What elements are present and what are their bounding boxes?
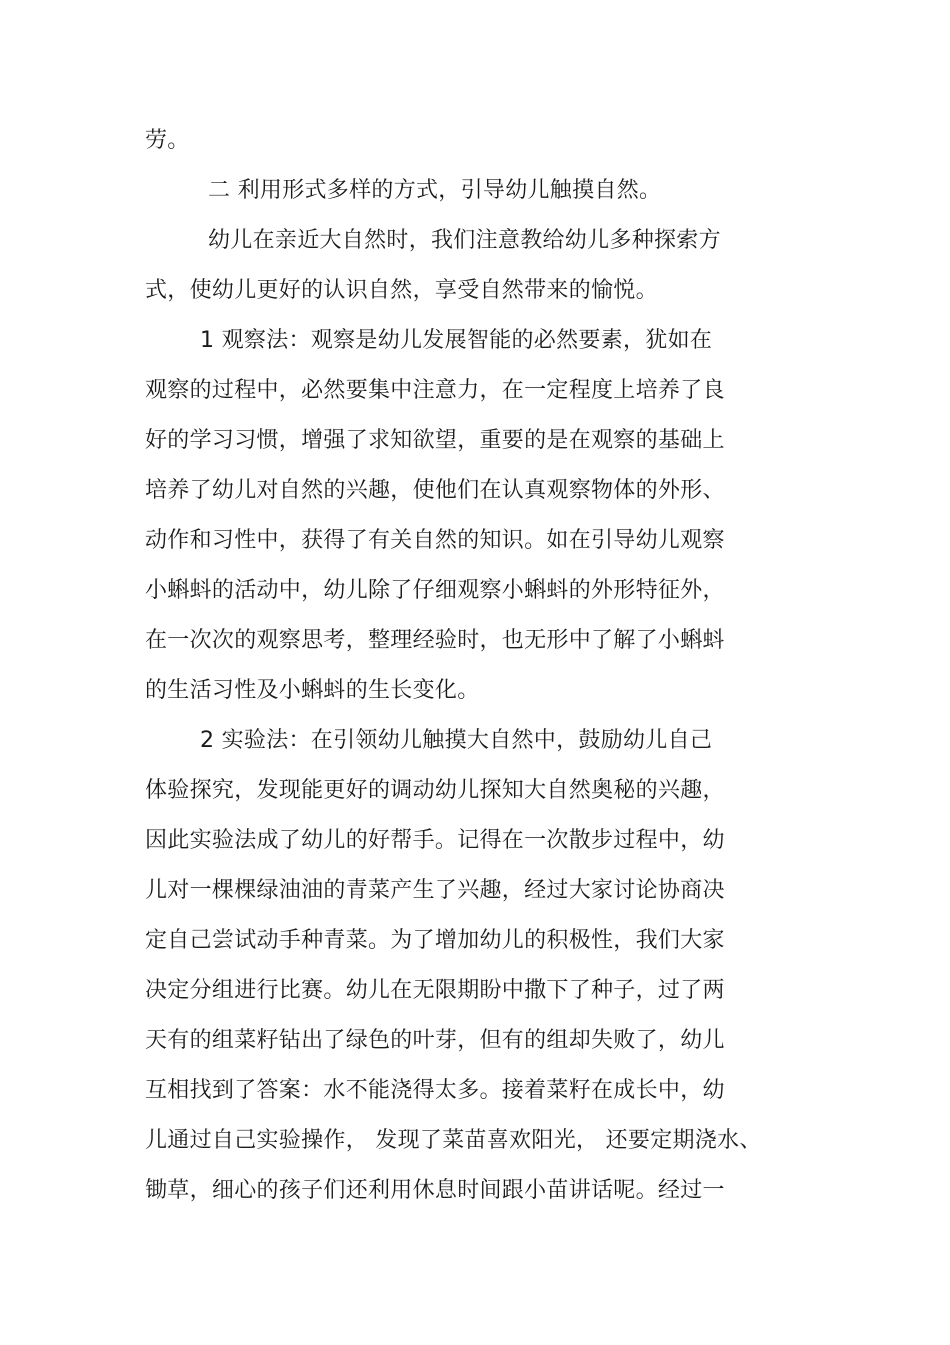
text-line: 因此实验法成了幼儿的好帮手。记得在一次散步过程中，幼: [145, 828, 725, 853]
text-line: 锄草，细心的孩子们还利用休息时间跟小苗讲话呢。经过一: [145, 1178, 725, 1203]
text-line: 决定分组进行比赛。幼儿在无限期盼中撒下了种子，过了两: [145, 978, 725, 1003]
text-line: 幼儿在亲近大自然时，我们注意教给幼儿多种探索方: [208, 228, 721, 253]
text-line: 儿对一棵棵绿油油的青菜产生了兴趣，经过大家讨论协商决: [145, 878, 725, 903]
text-line: 儿通过自己实验操作， 发现了菜苗喜欢阳光， 还要定期浇水、: [145, 1128, 762, 1153]
text-line: 动作和习性中，获得了有关自然的知识。如在引导幼儿观察: [145, 528, 725, 553]
text-line: 定自己尝试动手种青菜。为了增加幼儿的积极性，我们大家: [145, 928, 725, 953]
text-line: 好的学习习惯，增强了求知欲望，重要的是在观察的基础上: [145, 428, 725, 453]
text-line: 体验探究，发现能更好的调动幼儿探知大自然奥秘的兴趣，: [145, 778, 725, 803]
text-line: 劳。: [145, 128, 190, 153]
text-line: 1 观察法：观察是幼儿发展智能的必然要素，犹如在: [200, 328, 713, 353]
text-line: 互相找到了答案：水不能浇得太多。接着菜籽在成长中，幼: [145, 1078, 725, 1103]
text-line: 的生活习性及小蝌蚪的生长变化。: [145, 678, 480, 703]
section-heading: 二 利用形式多样的方式，引导幼儿触摸自然。: [208, 178, 662, 203]
text-line: 天有的组菜籽钻出了绿色的叶芽，但有的组却失败了，幼儿: [145, 1028, 725, 1053]
text-line: 2 实验法：在引领幼儿触摸大自然中，鼓励幼儿自己: [200, 728, 713, 753]
text-line: 培养了幼儿对自然的兴趣，使他们在认真观察物体的外形、: [145, 478, 725, 503]
text-line: 式，使幼儿更好的认识自然，享受自然带来的愉悦。: [145, 278, 658, 303]
text-line: 在一次次的观察思考，整理经验时，也无形中了解了小蝌蚪: [145, 628, 725, 653]
text-line: 观察的过程中，必然要集中注意力，在一定程度上培养了良: [145, 378, 725, 403]
text-line: 小蝌蚪的活动中，幼儿除了仔细观察小蝌蚪的外形特征外，: [145, 578, 725, 603]
